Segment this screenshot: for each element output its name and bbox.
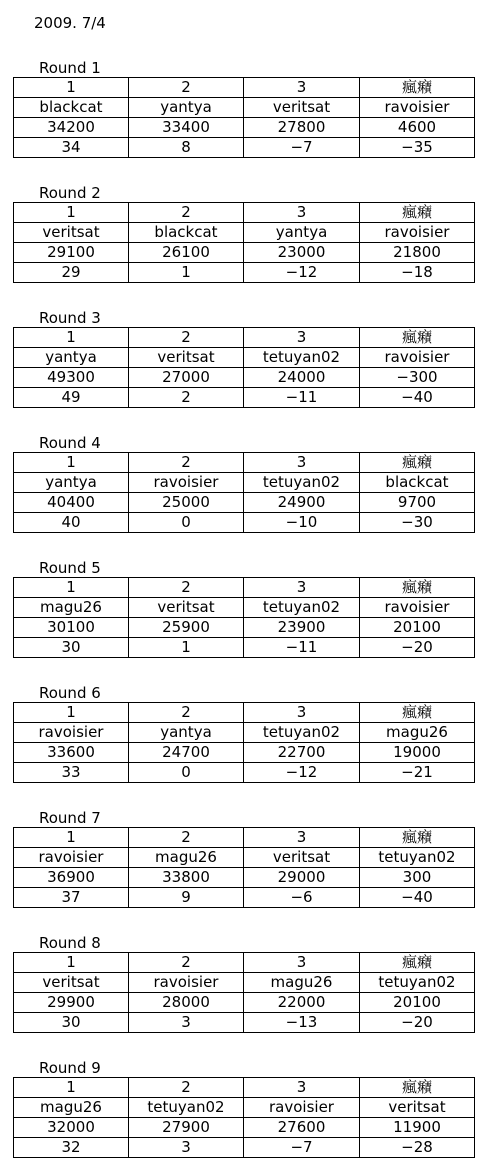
- results-table: [13, 202, 475, 283]
- player-cell: veritsat: [129, 598, 244, 618]
- score-row: [14, 1118, 475, 1138]
- results-table: [13, 452, 475, 533]
- rank-row: [14, 453, 475, 473]
- point-cell: −12: [244, 763, 360, 783]
- player-cell: yantya: [129, 723, 244, 743]
- rank-header-cell: 2: [129, 453, 244, 473]
- player-cell: veritsat: [360, 1098, 475, 1118]
- rank-row: [14, 953, 475, 973]
- player-cell: blackcat: [129, 223, 244, 243]
- rank-header-cell: 1: [14, 203, 129, 223]
- rank-header-cell: 1: [14, 328, 129, 348]
- point-cell: −20: [360, 1013, 475, 1033]
- player-cell: ravoisier: [360, 98, 475, 118]
- point-cell: 0: [129, 513, 244, 533]
- point-cell: −40: [360, 388, 475, 408]
- points-row: [14, 263, 475, 283]
- score-cell: 33800: [129, 868, 244, 888]
- player-cell: ravoisier: [14, 723, 129, 743]
- score-cell: 22000: [244, 993, 360, 1013]
- point-cell: 49: [14, 388, 129, 408]
- player-cell: ravoisier: [244, 1098, 360, 1118]
- point-cell: −7: [244, 1138, 360, 1158]
- rank-row: [14, 328, 475, 348]
- rank-header-cell: 1: [14, 78, 129, 98]
- score-cell: 9700: [360, 493, 475, 513]
- results-table: [13, 702, 475, 783]
- round-title: Round 9: [39, 1059, 101, 1077]
- rank-header-cell: 2: [129, 703, 244, 723]
- score-row: [14, 993, 475, 1013]
- score-cell: 25000: [129, 493, 244, 513]
- rank-row: [14, 703, 475, 723]
- rank-header-cell: 3: [244, 828, 360, 848]
- rank-header-cell: 2: [129, 578, 244, 598]
- score-cell: 33400: [129, 118, 244, 138]
- results-table: [13, 327, 475, 408]
- points-row: [14, 1013, 475, 1033]
- player-row: [14, 223, 475, 243]
- player-cell: blackcat: [360, 473, 475, 493]
- rank-header-cell: 2: [129, 78, 244, 98]
- page-date: 2009. 7/4: [34, 14, 106, 32]
- round-title: Round 1: [39, 59, 101, 77]
- point-cell: 37: [14, 888, 129, 908]
- rank-header-cell: 1: [14, 578, 129, 598]
- rank-header-cell: 瘋癪: [360, 203, 475, 223]
- player-cell: magu26: [14, 1098, 129, 1118]
- player-row: [14, 98, 475, 118]
- score-cell: 27600: [244, 1118, 360, 1138]
- player-cell: tetuyan02: [360, 848, 475, 868]
- results-table: [13, 77, 475, 158]
- rank-row: [14, 828, 475, 848]
- point-cell: 1: [129, 638, 244, 658]
- point-cell: −11: [244, 638, 360, 658]
- score-cell: 25900: [129, 618, 244, 638]
- player-row: [14, 848, 475, 868]
- score-cell: 27800: [244, 118, 360, 138]
- score-row: [14, 618, 475, 638]
- round-title: Round 5: [39, 559, 101, 577]
- rank-row: [14, 78, 475, 98]
- rank-header-cell: 3: [244, 578, 360, 598]
- point-cell: 32: [14, 1138, 129, 1158]
- player-row: [14, 973, 475, 993]
- player-cell: ravoisier: [360, 348, 475, 368]
- rank-header-cell: 2: [129, 953, 244, 973]
- score-cell: 4600: [360, 118, 475, 138]
- player-cell: magu26: [129, 848, 244, 868]
- rank-header-cell: 瘋癪: [360, 78, 475, 98]
- rank-row: [14, 578, 475, 598]
- rank-header-cell: 2: [129, 203, 244, 223]
- player-cell: tetuyan02: [244, 348, 360, 368]
- player-cell: ravoisier: [129, 973, 244, 993]
- point-cell: −35: [360, 138, 475, 158]
- point-cell: −40: [360, 888, 475, 908]
- player-cell: magu26: [14, 598, 129, 618]
- score-cell: 49300: [14, 368, 129, 388]
- player-cell: veritsat: [129, 348, 244, 368]
- point-cell: −12: [244, 263, 360, 283]
- score-cell: 29000: [244, 868, 360, 888]
- point-cell: −28: [360, 1138, 475, 1158]
- points-row: [14, 138, 475, 158]
- points-row: [14, 1138, 475, 1158]
- player-cell: yantya: [244, 223, 360, 243]
- points-row: [14, 638, 475, 658]
- point-cell: 30: [14, 638, 129, 658]
- round-title: Round 2: [39, 184, 101, 202]
- score-cell: 27000: [129, 368, 244, 388]
- score-cell: 40400: [14, 493, 129, 513]
- round-title: Round 3: [39, 309, 101, 327]
- results-table: [13, 827, 475, 908]
- score-cell: 24000: [244, 368, 360, 388]
- score-cell: 300: [360, 868, 475, 888]
- rank-header-cell: 瘋癪: [360, 578, 475, 598]
- rank-row: [14, 203, 475, 223]
- rank-header-cell: 1: [14, 453, 129, 473]
- score-cell: 29100: [14, 243, 129, 263]
- round-title: Round 8: [39, 934, 101, 952]
- score-cell: 28000: [129, 993, 244, 1013]
- player-cell: veritsat: [244, 98, 360, 118]
- player-cell: blackcat: [14, 98, 129, 118]
- round-title: Round 4: [39, 434, 101, 452]
- point-cell: −18: [360, 263, 475, 283]
- point-cell: 8: [129, 138, 244, 158]
- score-cell: 24700: [129, 743, 244, 763]
- player-cell: veritsat: [14, 223, 129, 243]
- score-cell: 23000: [244, 243, 360, 263]
- round-title: Round 7: [39, 809, 101, 827]
- point-cell: −30: [360, 513, 475, 533]
- point-cell: −7: [244, 138, 360, 158]
- score-cell: 20100: [360, 618, 475, 638]
- rank-header-cell: 1: [14, 1078, 129, 1098]
- score-cell: 20100: [360, 993, 475, 1013]
- player-cell: yantya: [14, 348, 129, 368]
- point-cell: −11: [244, 388, 360, 408]
- point-cell: 34: [14, 138, 129, 158]
- player-row: [14, 348, 475, 368]
- player-cell: tetuyan02: [244, 598, 360, 618]
- rank-header-cell: 瘋癪: [360, 1078, 475, 1098]
- score-cell: 24900: [244, 493, 360, 513]
- score-cell: 27900: [129, 1118, 244, 1138]
- player-cell: magu26: [360, 723, 475, 743]
- point-cell: −21: [360, 763, 475, 783]
- point-cell: 33: [14, 763, 129, 783]
- results-table: [13, 1077, 475, 1158]
- score-row: [14, 868, 475, 888]
- rank-header-cell: 3: [244, 203, 360, 223]
- results-table: [13, 952, 475, 1033]
- score-cell: 29900: [14, 993, 129, 1013]
- player-cell: veritsat: [244, 848, 360, 868]
- score-cell: 30100: [14, 618, 129, 638]
- player-cell: yantya: [14, 473, 129, 493]
- point-cell: 9: [129, 888, 244, 908]
- rank-header-cell: 瘋癪: [360, 953, 475, 973]
- score-row: [14, 118, 475, 138]
- point-cell: 40: [14, 513, 129, 533]
- rank-header-cell: 3: [244, 953, 360, 973]
- score-cell: 21800: [360, 243, 475, 263]
- player-cell: tetuyan02: [244, 723, 360, 743]
- rank-header-cell: 瘋癪: [360, 453, 475, 473]
- point-cell: 1: [129, 263, 244, 283]
- rank-header-cell: 3: [244, 328, 360, 348]
- player-cell: magu26: [244, 973, 360, 993]
- player-row: [14, 473, 475, 493]
- player-cell: yantya: [129, 98, 244, 118]
- points-row: [14, 388, 475, 408]
- point-cell: 3: [129, 1138, 244, 1158]
- player-row: [14, 723, 475, 743]
- player-row: [14, 1098, 475, 1118]
- player-cell: tetuyan02: [244, 473, 360, 493]
- score-cell: 26100: [129, 243, 244, 263]
- rank-header-cell: 2: [129, 1078, 244, 1098]
- player-cell: veritsat: [14, 973, 129, 993]
- point-cell: 30: [14, 1013, 129, 1033]
- rank-header-cell: 瘋癪: [360, 703, 475, 723]
- rank-header-cell: 2: [129, 328, 244, 348]
- point-cell: 29: [14, 263, 129, 283]
- rank-header-cell: 1: [14, 703, 129, 723]
- rank-header-cell: 1: [14, 953, 129, 973]
- point-cell: −20: [360, 638, 475, 658]
- score-cell: 22700: [244, 743, 360, 763]
- point-cell: −13: [244, 1013, 360, 1033]
- score-cell: −300: [360, 368, 475, 388]
- points-row: [14, 513, 475, 533]
- point-cell: 0: [129, 763, 244, 783]
- score-row: [14, 493, 475, 513]
- point-cell: −10: [244, 513, 360, 533]
- player-row: [14, 598, 475, 618]
- score-cell: 23900: [244, 618, 360, 638]
- rank-header-cell: 2: [129, 828, 244, 848]
- score-cell: 11900: [360, 1118, 475, 1138]
- point-cell: −6: [244, 888, 360, 908]
- rank-header-cell: 3: [244, 453, 360, 473]
- score-cell: 36900: [14, 868, 129, 888]
- player-cell: tetuyan02: [129, 1098, 244, 1118]
- player-cell: ravoisier: [129, 473, 244, 493]
- rank-header-cell: 3: [244, 78, 360, 98]
- points-row: [14, 763, 475, 783]
- rank-row: [14, 1078, 475, 1098]
- score-cell: 32000: [14, 1118, 129, 1138]
- score-row: [14, 368, 475, 388]
- points-row: [14, 888, 475, 908]
- player-cell: tetuyan02: [360, 973, 475, 993]
- score-row: [14, 743, 475, 763]
- score-cell: 19000: [360, 743, 475, 763]
- rank-header-cell: 瘋癪: [360, 828, 475, 848]
- results-table: [13, 577, 475, 658]
- point-cell: 2: [129, 388, 244, 408]
- rank-header-cell: 3: [244, 1078, 360, 1098]
- point-cell: 3: [129, 1013, 244, 1033]
- player-cell: ravoisier: [360, 223, 475, 243]
- rank-header-cell: 1: [14, 828, 129, 848]
- score-cell: 33600: [14, 743, 129, 763]
- score-cell: 34200: [14, 118, 129, 138]
- round-title: Round 6: [39, 684, 101, 702]
- score-row: [14, 243, 475, 263]
- rank-header-cell: 瘋癪: [360, 328, 475, 348]
- player-cell: ravoisier: [360, 598, 475, 618]
- player-cell: ravoisier: [14, 848, 129, 868]
- rank-header-cell: 3: [244, 703, 360, 723]
